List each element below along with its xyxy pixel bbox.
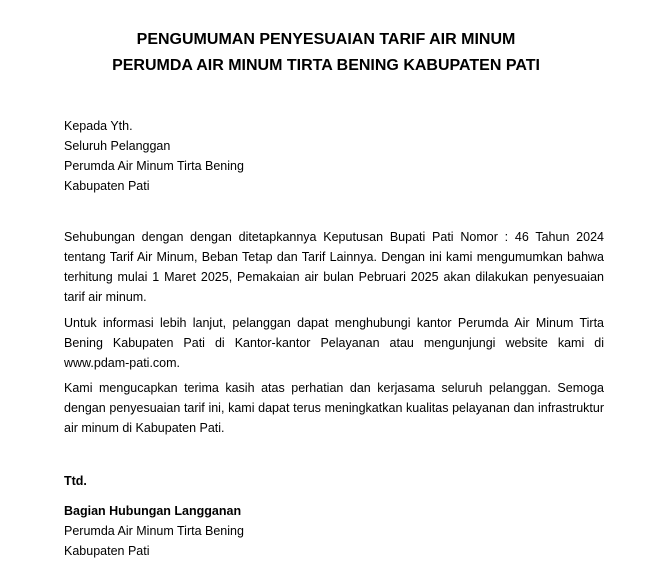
recipient-salutation: Kepada Yth. xyxy=(64,119,133,133)
recipient-address xyxy=(64,116,604,196)
paragraph-contact-info: Untuk informasi lebih lanjut, pelanggan dapat menghubungi kantor Perumda Air Minum Tirta Bening Kabupaten Pati di Kantor-kantor Pelayanan atau mengunjungi website kami di www.pdam-pati.com. xyxy=(64,316,604,370)
recipient-organization: Perumda Air Minum Tirta Bening xyxy=(64,159,244,173)
recipient-region: Kabupaten Pati xyxy=(64,179,150,193)
document-title-line-2: PERUMDA AIR MINUM TIRTA BENING KABUPATEN PATI xyxy=(112,57,540,74)
paragraph-thanks: Kami mengucapkan terima kasih atas perhatian dan kerjasama seluruh pelanggan. Semoga dengan penyesuaian tarif ini, kami dapat terus meningkatkan kualitas pelayanan dan infrastruktur air minum di Kabupaten Pati. xyxy=(64,381,604,435)
signature-block xyxy=(64,501,604,561)
signature-department: Bagian Hubungan Langganan xyxy=(64,504,242,518)
recipient-audience: Seluruh Pelanggan xyxy=(64,139,171,153)
signature-organization: Perumda Air Minum Tirta Bening xyxy=(64,524,244,538)
signature-region: Kabupaten Pati xyxy=(64,544,150,558)
closing-ttd: Ttd. xyxy=(64,474,87,488)
document-title-line-1: PENGUMUMAN PENYESUAIAN TARIF AIR MINUM xyxy=(136,31,516,48)
paragraph-tariff-decision: Sehubungan dengan dengan ditetapkannya Keputusan Bupati Pati Nomor : 46 Tahun 2024 tentang Tarif Air Minum, Beban Tetap dan Tarif Lainnya. Dengan ini kami mengumumkan bahwa terhitung mulai 1 Maret 2025, Pemakaian air bulan Pebruari 2025 akan dilakukan penyesuaian tarif air minum. xyxy=(64,230,604,304)
